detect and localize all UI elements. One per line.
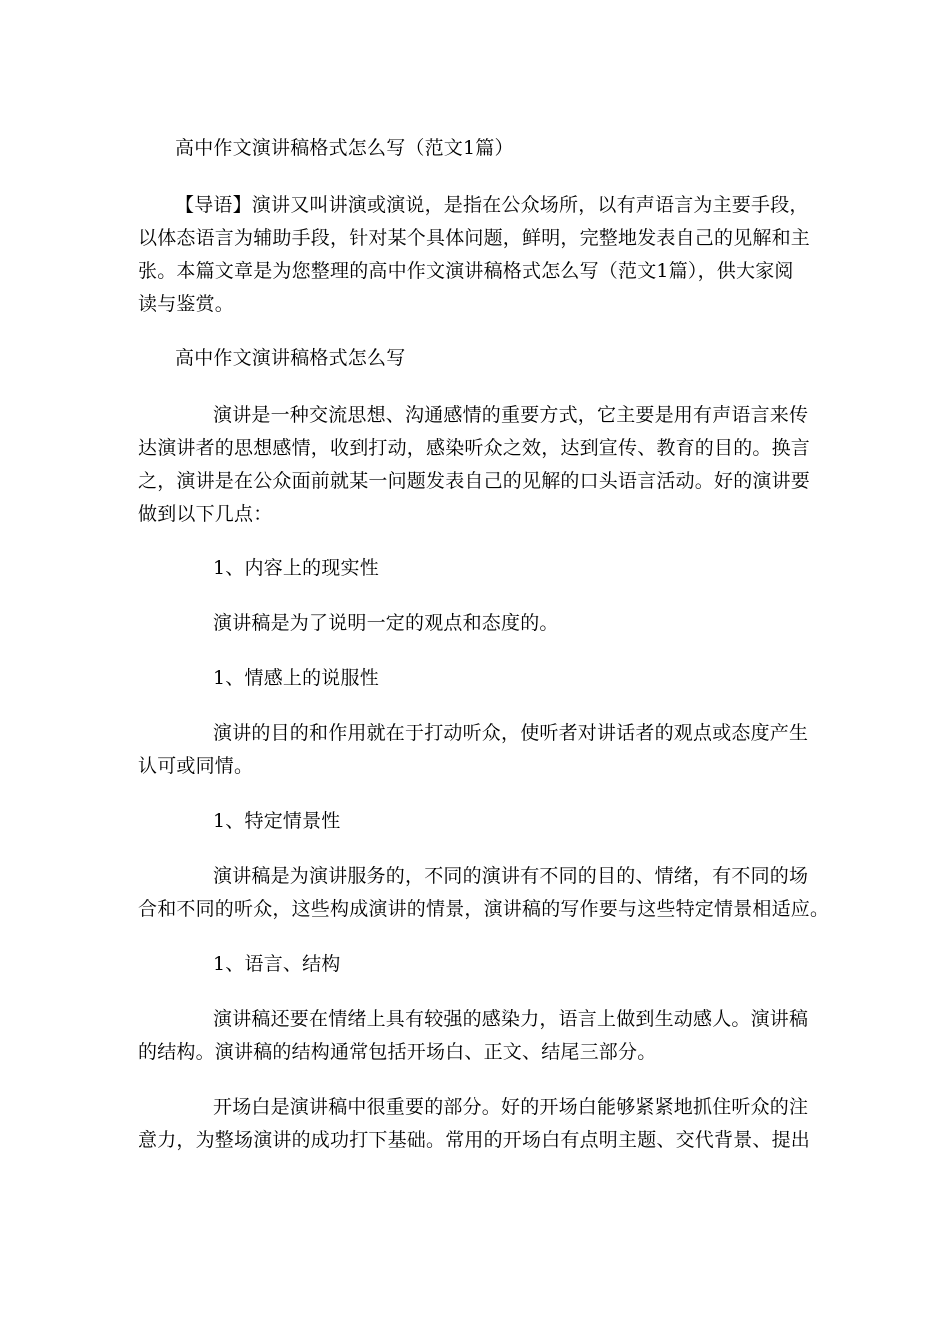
para6-line-1: 开场白是演讲稿中很重要的部分。好的开场白能够紧紧地抓住听众的注 <box>213 1096 809 1118</box>
point-heading-1: 1、内容上的现实性 <box>213 557 379 579</box>
point-heading-4: 1、语言、结构 <box>213 953 341 975</box>
document-title: 高中作文演讲稿格式怎么写（范文1篇） <box>175 137 514 159</box>
point-heading-3: 1、特定情景性 <box>213 810 341 832</box>
para1-line-1: 演讲是一种交流思想、沟通感情的重要方式，它主要是用有声语言来传 <box>213 404 809 426</box>
intro-line-3: 张。本篇文章是为您整理的高中作文演讲稿格式怎么写（范文1篇），供大家阅 <box>138 260 794 282</box>
intro-line-4: 读与鉴赏。 <box>138 293 235 315</box>
point-heading-2: 1、情感上的说服性 <box>213 667 379 689</box>
para4-line-1: 演讲稿是为演讲服务的，不同的演讲有不同的目的、情绪，有不同的场 <box>213 865 809 887</box>
section-subtitle: 高中作文演讲稿格式怎么写 <box>175 347 406 369</box>
para1-line-4: 做到以下几点： <box>138 503 273 525</box>
para4-line-2: 合和不同的听众，这些构成演讲的情景，演讲稿的写作要与这些特定情景相适应。 <box>138 898 830 920</box>
para2-line-1: 演讲稿是为了说明一定的观点和态度的。 <box>213 612 559 634</box>
para6-line-2: 意力，为整场演讲的成功打下基础。常用的开场白有点明主题、交代背景、提出 <box>138 1129 811 1151</box>
para5-line-1: 演讲稿还要在情绪上具有较强的感染力，语言上做到生动感人。演讲稿 <box>213 1008 809 1030</box>
para5-line-2: 的结构。演讲稿的结构通常包括开场白、正文、结尾三部分。 <box>138 1041 657 1063</box>
para3-line-2: 认可或同情。 <box>138 755 254 777</box>
intro-line-2: 以体态语言为辅助手段，针对某个具体问题，鲜明，完整地发表自己的见解和主 <box>138 227 811 249</box>
para1-line-3: 之，演讲是在公众面前就某一问题发表自己的见解的口头语言活动。好的演讲要 <box>138 470 811 492</box>
intro-line-1: 【导语】演讲又叫讲演或演说，是指在公众场所，以有声语言为主要手段， <box>175 194 809 216</box>
para3-line-1: 演讲的目的和作用就在于打动听众，使听者对讲话者的观点或态度产生 <box>213 722 809 744</box>
para1-line-2: 达演讲者的思想感情，收到打动，感染听众之效，达到宣传、教育的目的。换言 <box>138 437 811 459</box>
